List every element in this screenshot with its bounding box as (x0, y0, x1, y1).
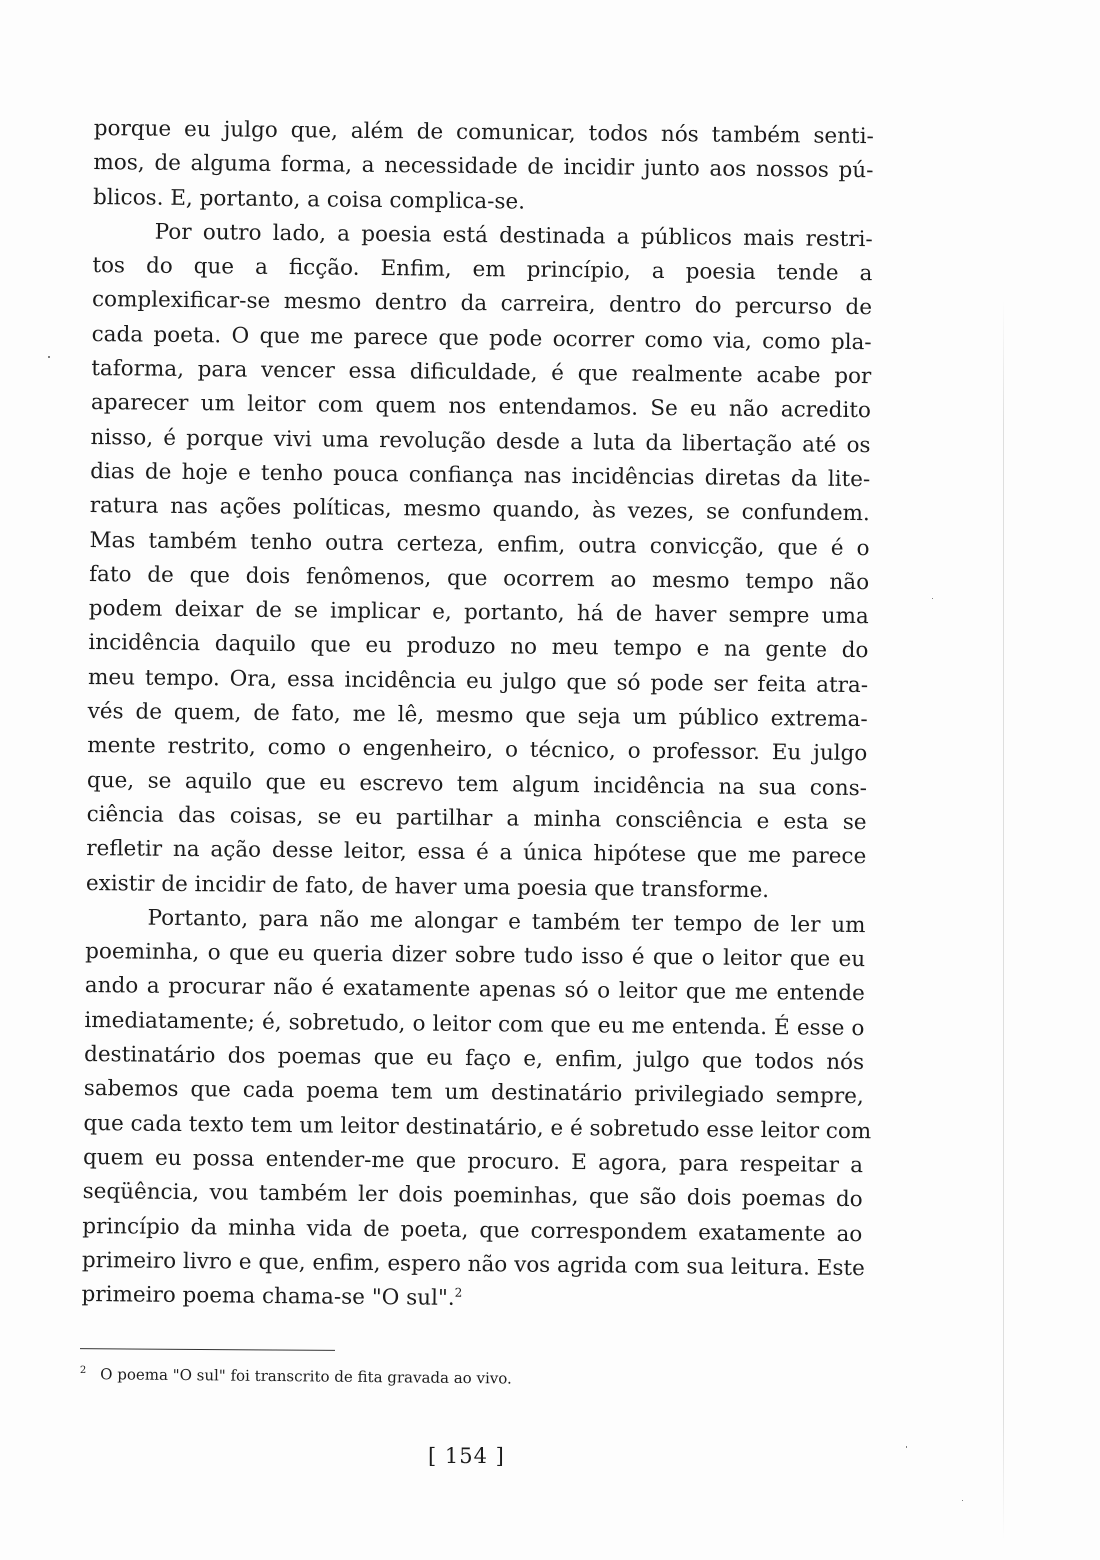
text-line: tos do que a ficção. Enfim, em princípio, a poesia tende a (92, 253, 873, 287)
text-line: princípio da minha vida de poeta, que correspondem exatamente ao (82, 1213, 863, 1247)
text-line: vés de quem, de fato, me lê, mesmo que seja um público extrema- (87, 699, 868, 733)
text-line: sabemos que cada poema tem um destinatário privilegiado sempre, (83, 1076, 864, 1110)
scan-speck (48, 356, 50, 358)
footnote-number: 2 (79, 1364, 87, 1377)
footnote-reference: 2 (454, 1285, 463, 1300)
text-line: incidência daquilo que eu produzo no meu tempo e na gente do (88, 630, 869, 664)
scan-speck (932, 598, 933, 599)
text-line: mente restrito, como o engenheiro, o técnico, o professor. Eu julgo (87, 733, 868, 767)
text-line: taforma, para vencer essa dificuldade, é que realmente acabe por (91, 356, 872, 390)
text-line: ciência das coisas, se eu partilhar a minha consciência e esta se (86, 801, 867, 836)
text-line: mos, de alguma forma, a necessidade de incidir junto aos nossos pú- (93, 150, 874, 184)
text-line: ando a procurar não é exatamente apenas só o leitor que me entende (84, 973, 865, 1007)
body-text (81, 112, 874, 1320)
text-line: fato de que dois fenômenos, que ocorrem ao mesmo tempo não (89, 561, 870, 596)
text-line: podem deixar de se implicar e, portanto, há de haver sempre uma (88, 596, 869, 630)
paragraph-3 (81, 901, 872, 1321)
text-line: blicos. E, portanto, a coisa complica-se. (92, 184, 526, 215)
text-line: primeiro livro e que, enfim, espero não vos agrida com sua leitura. Este (81, 1247, 865, 1281)
text-line: Portanto, para não me alongar e também ter tempo de ler um (147, 905, 866, 938)
footnote (80, 1360, 512, 1390)
paragraph-1 (93, 112, 874, 223)
text-line: destinatário dos poemas que eu faço e, enfim, julgo que todos nós (83, 1041, 865, 1076)
text-line: porque eu julgo que, além de comunicar, todos nós também senti- (93, 115, 874, 150)
text-line: que, se aquilo que eu escrevo tem algum incidência na sua cons- (86, 767, 868, 801)
text-line: poeminha, o que eu queria dizer sobre tudo isso é que o leitor que eu (85, 939, 866, 973)
footnote-text: O poema "O sul" foi transcrito de fita gravada ao vivo. (100, 1365, 512, 1388)
text-line: Por outro lado, a poesia está destinada a públicos mais restri- (154, 219, 873, 253)
text-line: refletir na ação desse leitor, essa é a única hipótese que me parece (86, 836, 867, 870)
text-line: dias de hoje e tenho pouca confiança nas incidências diretas da lite- (90, 458, 871, 493)
text-line: quem eu possa entender-me que procuro. E agora, para respeitar a (82, 1144, 864, 1179)
text-line: seqüência, vou também ler dois poeminhas, que são dois poemas do (82, 1179, 863, 1213)
scan-speck (906, 1446, 907, 1448)
text-line: imediatamente; é, sobretudo, o leitor com que eu me entenda. É esse o (84, 1007, 865, 1041)
text-line: aparecer um leitor com quem nos entendamos. Se eu não acredito (90, 390, 872, 424)
text-line: nisso, é porque vivi uma revolução desde a luta da libertação até os (90, 424, 871, 458)
footnote-divider (80, 1348, 335, 1351)
text-line: complexificar-se mesmo dentro da carreira, dentro do percurso de (91, 287, 873, 321)
text-line: Mas também tenho outra certeza, enfim, outra convicção, que é o (89, 527, 870, 561)
text-line: meu tempo. Ora, essa incidência eu julgo que só pode ser feita atra- (87, 664, 869, 698)
scan-shadow-edge (1003, 300, 1004, 1540)
text-line-content: primeiro poema chama-se "O sul". (81, 1282, 455, 1311)
page-number: [ 154 ] (428, 1444, 505, 1468)
scan-speck (962, 1500, 963, 1501)
text-line: que cada texto tem um leitor destinatário, e é sobretudo esse leitor com (83, 1110, 872, 1144)
text-line: cada poeta. O que me parece que pode ocorrer como via, como pla- (91, 321, 872, 355)
paragraph-2 (86, 215, 873, 909)
text-line: ratura nas ações políticas, mesmo quando, às vezes, se confundem. (89, 493, 870, 527)
text-line: existir de incidir de fato, de haver uma poesia que transforme. (85, 870, 770, 903)
